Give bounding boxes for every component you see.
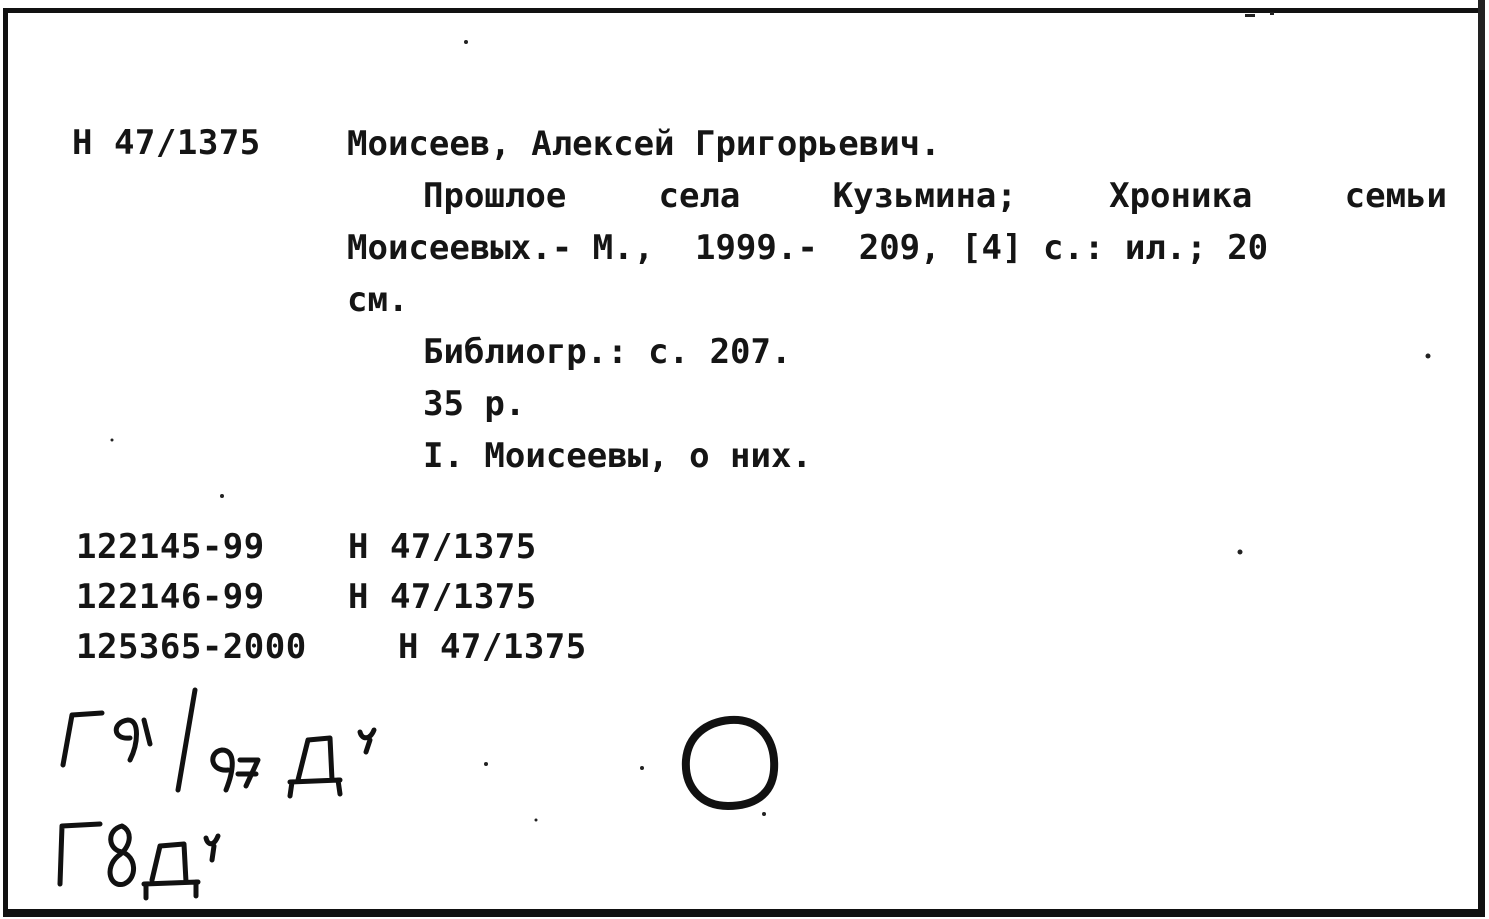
- title-line: Прошлое села Кузьмина; Хроника семьи: [423, 176, 1447, 216]
- holding-shelf: Н 47/1375: [398, 627, 587, 667]
- holding-shelf: Н 47/1375: [348, 577, 537, 617]
- size-line: см.: [347, 280, 409, 320]
- card-edge-tab: [1478, 0, 1485, 70]
- holding-inventory: 125365-2000: [76, 627, 307, 667]
- bibliography-note: Библиогр.: с. 207.: [423, 332, 792, 372]
- subject-heading: I. Моисеевы, о них.: [423, 436, 812, 476]
- bibliographic-record: [347, 118, 1447, 482]
- holding-shelf: Н 47/1375: [348, 527, 537, 567]
- author-line: Моисеев, Алексей Григорьевич.: [347, 124, 941, 164]
- imprint-line: Моисеевых.- М., 1999.- 209, [4] с.: ил.; 20: [347, 228, 1269, 268]
- call-number: Н 47/1375: [72, 123, 261, 163]
- holding-inventory: 122146-99: [76, 577, 265, 617]
- holding-inventory: 122145-99: [76, 527, 265, 567]
- price-note: 35 р.: [423, 384, 526, 424]
